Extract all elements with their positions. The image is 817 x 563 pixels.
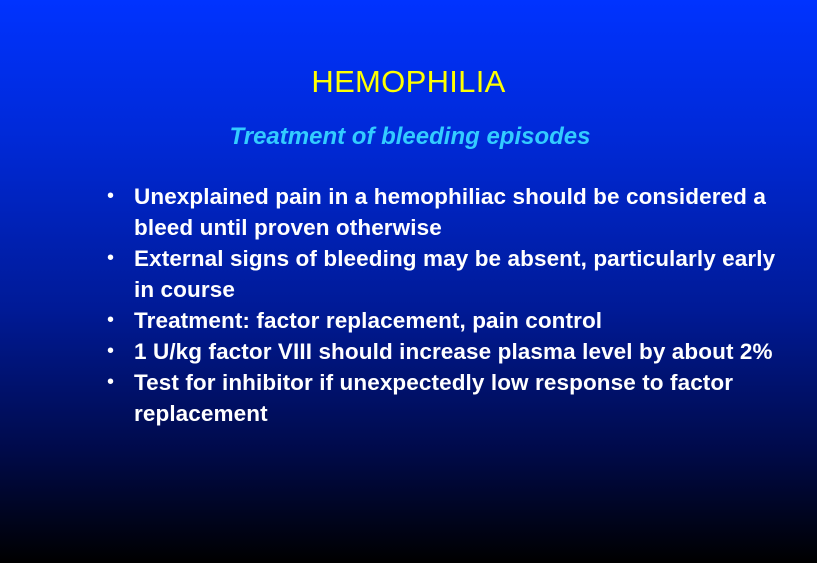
bullet-text: 1 U/kg factor VIII should increase plasma level by about 2% — [134, 339, 773, 364]
bullet-text: Unexplained pain in a hemophiliac should be considered a bleed until proven otherwise — [134, 184, 766, 240]
bullet-item — [107, 305, 797, 336]
bullet-item — [107, 243, 797, 305]
bullet-list — [107, 181, 797, 429]
slide-title: HEMOPHILIA — [311, 64, 506, 99]
bullet-icon: • — [107, 371, 115, 393]
bullet-item — [107, 181, 797, 243]
bullet-text: External signs of bleeding may be absent, particularly early in course — [134, 246, 776, 302]
slide-subtitle: Treatment of bleeding episodes — [229, 123, 591, 150]
bullet-text: Treatment: factor replacement, pain control — [134, 308, 603, 333]
bullet-icon: • — [107, 340, 115, 362]
bullet-item — [107, 367, 797, 429]
bullet-item — [107, 336, 797, 367]
bullet-icon: • — [107, 309, 115, 331]
bullet-icon: • — [107, 185, 115, 207]
bullet-icon: • — [107, 247, 115, 269]
bullet-text: Test for inhibitor if unexpectedly low response to factor replacement — [134, 370, 734, 426]
